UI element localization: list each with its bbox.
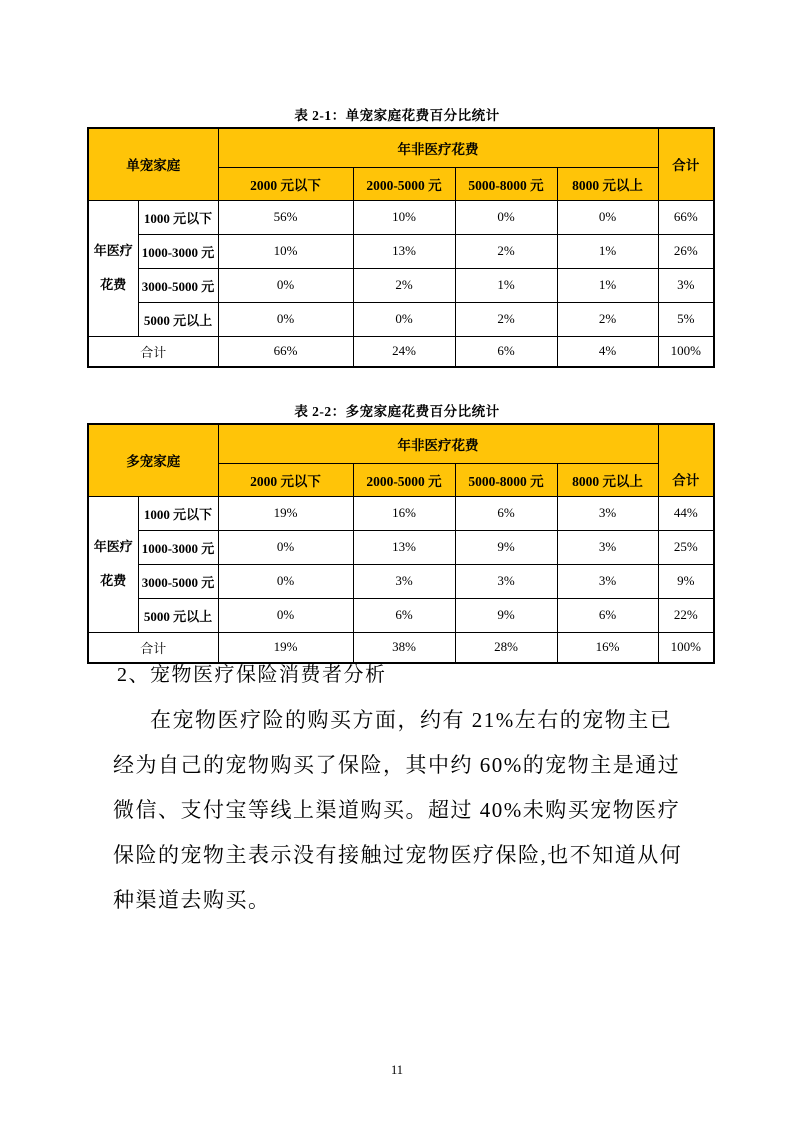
table2-cell: 16% <box>353 496 455 530</box>
table1-cell: 0% <box>218 268 353 302</box>
table1-cell: 10% <box>218 234 353 268</box>
table2-cell: 44% <box>658 496 714 530</box>
table1-cell: 0% <box>557 200 658 234</box>
table1-cell: 1% <box>557 268 658 302</box>
table2-title: 表 2-2：多宠家庭花费百分比统计 <box>294 404 500 419</box>
table-row <box>88 564 714 598</box>
table1-cell: 24% <box>353 336 455 367</box>
table1-cell: 100% <box>658 336 714 367</box>
table2-cell: 9% <box>455 598 557 632</box>
table1-row-label: 5000 元以上 <box>138 302 218 336</box>
table1-cell: 66% <box>658 200 714 234</box>
table1-col-header: 2000 元以下 <box>218 167 353 200</box>
paragraph-line: 微信、支付宝等线上渠道购买。超过 40%未购买宠物医疗 <box>113 798 681 822</box>
table2-cell: 28% <box>455 632 557 663</box>
table2-cell: 16% <box>557 632 658 663</box>
table1-cell: 2% <box>353 268 455 302</box>
table-row <box>88 496 714 530</box>
paragraph-line: 在宠物医疗险的购买方面，约有 21%左右的宠物主已 <box>150 708 673 732</box>
table1-cell: 10% <box>353 200 455 234</box>
table1-cell: 0% <box>218 302 353 336</box>
table2-cell: 22% <box>658 598 714 632</box>
table1-title: 表 2-1：单宠家庭花费百分比统计 <box>294 108 500 123</box>
table1-total-col-header: 合计 <box>658 128 714 200</box>
table1-row-label: 3000-5000 元 <box>138 268 218 302</box>
table-row <box>88 598 714 632</box>
table2-row-label: 1000-3000 元 <box>138 530 218 564</box>
table-row <box>88 200 714 234</box>
table1-cell: 13% <box>353 234 455 268</box>
table2-cell: 0% <box>218 564 353 598</box>
table1-cell: 2% <box>557 302 658 336</box>
table1-colgroup-label: 年非医疗花费 <box>218 128 658 167</box>
section-heading: 2、宠物医疗保险消费者分析 <box>117 664 387 686</box>
table1-row-label: 1000 元以下 <box>138 200 218 234</box>
table1-cell: 2% <box>455 234 557 268</box>
table2-cell: 38% <box>353 632 455 663</box>
table2-cell: 0% <box>218 530 353 564</box>
table2-cell: 6% <box>353 598 455 632</box>
table2-total-col-header: 合计 <box>658 424 714 496</box>
table2-total-row-label: 合计 <box>88 632 218 663</box>
table2-corner-label: 多宠家庭 <box>88 424 218 496</box>
table-row <box>88 530 714 564</box>
table2-col-header: 8000 元以上 <box>557 463 658 496</box>
table1-cell: 0% <box>455 200 557 234</box>
table2-row-label: 3000-5000 元 <box>138 564 218 598</box>
table2-cell: 3% <box>557 564 658 598</box>
table1-cell: 26% <box>658 234 714 268</box>
table1-rowgroup-label: 年医疗 花费 <box>88 200 138 336</box>
table2-cell: 3% <box>353 564 455 598</box>
table2-col-header: 2000 元以下 <box>218 463 353 496</box>
table2-cell: 19% <box>218 632 353 663</box>
table-total-row <box>88 336 714 367</box>
table2-cell: 6% <box>455 496 557 530</box>
table1-cell: 0% <box>353 302 455 336</box>
table1-cell: 3% <box>658 268 714 302</box>
table2-rowgroup-label: 年医疗 花费 <box>88 496 138 632</box>
body-paragraph <box>113 698 693 923</box>
table-row <box>88 268 714 302</box>
table1-col-header: 2000-5000 元 <box>353 167 455 200</box>
table1-cell: 56% <box>218 200 353 234</box>
table2-col-header: 2000-5000 元 <box>353 463 455 496</box>
table1-cell: 5% <box>658 302 714 336</box>
table1-total-row-label: 合计 <box>88 336 218 367</box>
table1-cell: 66% <box>218 336 353 367</box>
table-row <box>88 302 714 336</box>
table1-row-label: 1000-3000 元 <box>138 234 218 268</box>
page-number: 11 <box>390 1063 404 1077</box>
table2-cell: 9% <box>455 530 557 564</box>
paragraph-line: 保险的宠物主表示没有接触过宠物医疗保险,也不知道从何 <box>113 843 683 867</box>
table2-col-header: 5000-8000 元 <box>455 463 557 496</box>
table-row <box>88 234 714 268</box>
table1-col-header: 8000 元以上 <box>557 167 658 200</box>
table2-multi-pet-stats <box>87 423 715 664</box>
table1-cell: 2% <box>455 302 557 336</box>
table2-colgroup-label: 年非医疗花费 <box>218 424 658 463</box>
table2-cell: 19% <box>218 496 353 530</box>
table2-cell: 3% <box>557 496 658 530</box>
table2-row-label: 1000 元以下 <box>138 496 218 530</box>
table1-corner-label: 单宠家庭 <box>88 128 218 200</box>
table2-cell: 25% <box>658 530 714 564</box>
table2-row-label: 5000 元以上 <box>138 598 218 632</box>
table1-cell: 6% <box>455 336 557 367</box>
table2-cell: 3% <box>557 530 658 564</box>
table1-cell: 1% <box>557 234 658 268</box>
table1-col-header: 5000-8000 元 <box>455 167 557 200</box>
table2-cell: 13% <box>353 530 455 564</box>
table2-cell: 0% <box>218 598 353 632</box>
table2-cell: 9% <box>658 564 714 598</box>
table1-cell: 1% <box>455 268 557 302</box>
table1-single-pet-stats <box>87 127 715 368</box>
paragraph-line: 种渠道去购买。 <box>113 888 271 912</box>
table1-cell: 4% <box>557 336 658 367</box>
paragraph-line: 经为自己的宠物购买了保险，其中约 60%的宠物主是通过 <box>113 753 681 777</box>
table2-cell: 100% <box>658 632 714 663</box>
table2-cell: 3% <box>455 564 557 598</box>
table2-cell: 6% <box>557 598 658 632</box>
